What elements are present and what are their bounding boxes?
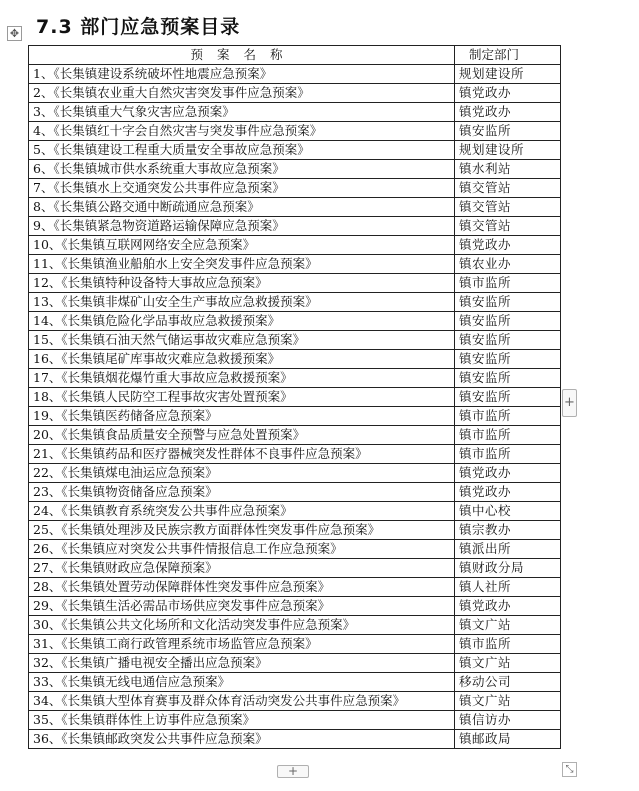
table-row: [29, 483, 561, 502]
department-cell: 镇文广站: [455, 616, 561, 635]
table-row: [29, 388, 561, 407]
table-row: [29, 217, 561, 236]
table-row: [29, 293, 561, 312]
page-title: 7.3 部门应急预案目录: [36, 16, 241, 38]
department-cell: 镇市监所: [455, 274, 561, 293]
plan-name-cell: 2、《长集镇农业重大自然灾害突发事件应急预案》: [29, 84, 455, 103]
table-row: [29, 122, 561, 141]
table-row: [29, 540, 561, 559]
department-cell: 镇安监所: [455, 293, 561, 312]
plan-name-cell: 24、《长集镇教育系统突发公共事件应急预案》: [29, 502, 455, 521]
department-cell: 镇市监所: [455, 426, 561, 445]
table-row: [29, 578, 561, 597]
table-row: [29, 198, 561, 217]
department-cell: 镇邮政局: [455, 730, 561, 749]
department-cell: 镇党政办: [455, 464, 561, 483]
table-row: [29, 84, 561, 103]
table-row: [29, 445, 561, 464]
table-row: [29, 407, 561, 426]
plan-name-cell: 25、《长集镇处理涉及民族宗教方面群体性突发事件应急预案》: [29, 521, 455, 540]
department-cell: 镇市监所: [455, 407, 561, 426]
department-cell: 镇安监所: [455, 331, 561, 350]
plan-name-cell: 13、《长集镇非煤矿山安全生产事故应急救援预案》: [29, 293, 455, 312]
plan-name-cell: 21、《长集镇药品和医疗器械突发性群体不良事件应急预案》: [29, 445, 455, 464]
plan-name-cell: 5、《长集镇建设工程重大质量安全事故应急预案》: [29, 141, 455, 160]
header-department: 制定部门: [455, 46, 561, 65]
move-icon[interactable]: ✥: [7, 26, 22, 41]
table-row: [29, 255, 561, 274]
plan-name-cell: 18、《长集镇人民防空工程事故灾害处置预案》: [29, 388, 455, 407]
insert-column-button[interactable]: [562, 389, 577, 417]
table-row: [29, 426, 561, 445]
table-row: [29, 521, 561, 540]
header-plan-name: 预案名称: [29, 46, 455, 65]
insert-row-button[interactable]: [277, 765, 309, 778]
department-cell: 镇派出所: [455, 540, 561, 559]
department-cell: 镇党政办: [455, 103, 561, 122]
table-row: [29, 103, 561, 122]
table-row: [29, 502, 561, 521]
department-cell: 镇安监所: [455, 122, 561, 141]
plan-name-cell: 33、《长集镇无线电通信应急预案》: [29, 673, 455, 692]
plan-name-cell: 34、《长集镇大型体育赛事及群众体育活动突发公共事件应急预案》: [29, 692, 455, 711]
department-cell: 镇人社所: [455, 578, 561, 597]
table-row: [29, 711, 561, 730]
department-cell: 镇中心校: [455, 502, 561, 521]
table-row: [29, 141, 561, 160]
plan-name-cell: 27、《长集镇财政应急保障预案》: [29, 559, 455, 578]
department-cell: 镇安监所: [455, 312, 561, 331]
plan-name-cell: 35、《长集镇群体性上访事件应急预案》: [29, 711, 455, 730]
department-cell: 规划建设所: [455, 65, 561, 84]
department-cell: 规划建设所: [455, 141, 561, 160]
department-cell: 移动公司: [455, 673, 561, 692]
plan-table: [28, 45, 561, 749]
plan-name-cell: 28、《长集镇处置劳动保障群体性突发事件应急预案》: [29, 578, 455, 597]
table-row: [29, 464, 561, 483]
department-cell: 镇水利站: [455, 160, 561, 179]
department-cell: 镇信访办: [455, 711, 561, 730]
plan-name-cell: 3、《长集镇重大气象灾害应急预案》: [29, 103, 455, 122]
table-row: [29, 616, 561, 635]
department-cell: 镇市监所: [455, 445, 561, 464]
plan-name-cell: 22、《长集镇煤电油运应急预案》: [29, 464, 455, 483]
table-row: [29, 331, 561, 350]
table-row: [29, 369, 561, 388]
department-cell: 镇交管站: [455, 217, 561, 236]
plan-name-cell: 31、《长集镇工商行政管理系统市场监管应急预案》: [29, 635, 455, 654]
plan-name-cell: 8、《长集镇公路交通中断疏通应急预案》: [29, 198, 455, 217]
plan-name-cell: 20、《长集镇食品质量安全预警与应急处置预案》: [29, 426, 455, 445]
table-row: [29, 179, 561, 198]
department-cell: 镇党政办: [455, 483, 561, 502]
plan-name-cell: 11、《长集镇渔业船舶水上安全突发事件应急预案》: [29, 255, 455, 274]
plan-name-cell: 4、《长集镇红十字会自然灾害与突发事件应急预案》: [29, 122, 455, 141]
table-row: [29, 236, 561, 255]
department-cell: 镇财政分局: [455, 559, 561, 578]
table-row: [29, 635, 561, 654]
table-header-row: [29, 46, 561, 65]
plan-name-cell: 17、《长集镇烟花爆竹重大事故应急救援预案》: [29, 369, 455, 388]
table-row: [29, 730, 561, 749]
department-cell: 镇交管站: [455, 179, 561, 198]
department-cell: 镇安监所: [455, 388, 561, 407]
department-cell: 镇市监所: [455, 635, 561, 654]
department-cell: 镇安监所: [455, 350, 561, 369]
plus-icon: +: [564, 395, 575, 410]
plan-name-cell: 14、《长集镇危险化学品事故应急救援预案》: [29, 312, 455, 331]
plan-name-cell: 26、《长集镇应对突发公共事件情报信息工作应急预案》: [29, 540, 455, 559]
department-cell: 镇宗教办: [455, 521, 561, 540]
plan-name-cell: 9、《长集镇紧急物资道路运输保障应急预案》: [29, 217, 455, 236]
department-cell: 镇党政办: [455, 84, 561, 103]
department-cell: 镇文广站: [455, 654, 561, 673]
table-row: [29, 673, 561, 692]
table-row: [29, 160, 561, 179]
table-row: [29, 654, 561, 673]
department-cell: 镇安监所: [455, 369, 561, 388]
plus-icon: +: [287, 764, 299, 778]
plan-name-cell: 23、《长集镇物资储备应急预案》: [29, 483, 455, 502]
department-cell: 镇农业办: [455, 255, 561, 274]
plan-name-cell: 16、《长集镇尾矿库事故灾难应急救援预案》: [29, 350, 455, 369]
table-row: [29, 65, 561, 84]
department-cell: 镇党政办: [455, 236, 561, 255]
table-row: [29, 692, 561, 711]
plan-name-cell: 36、《长集镇邮政突发公共事件应急预案》: [29, 730, 455, 749]
plan-name-cell: 32、《长集镇广播电视安全播出应急预案》: [29, 654, 455, 673]
plan-name-cell: 12、《长集镇特种设备特大事故应急预案》: [29, 274, 455, 293]
plan-name-cell: 30、《长集镇公共文化场所和文化活动突发事件应急预案》: [29, 616, 455, 635]
department-cell: 镇文广站: [455, 692, 561, 711]
plan-name-cell: 29、《长集镇生活必需品市场供应突发事件应急预案》: [29, 597, 455, 616]
department-cell: 镇交管站: [455, 198, 561, 217]
department-cell: 镇党政办: [455, 597, 561, 616]
plan-name-cell: 15、《长集镇石油天然气储运事故灾难应急预案》: [29, 331, 455, 350]
plan-name-cell: 7、《长集镇水上交通突发公共事件应急预案》: [29, 179, 455, 198]
plan-name-cell: 1、《长集镇建设系统破坏性地震应急预案》: [29, 65, 455, 84]
plan-name-cell: 6、《长集镇城市供水系统重大事故应急预案》: [29, 160, 455, 179]
table-row: [29, 274, 561, 293]
table-row: [29, 312, 561, 331]
table-row: [29, 350, 561, 369]
resize-icon[interactable]: ⤡: [562, 762, 577, 777]
plan-name-cell: 10、《长集镇互联网网络安全应急预案》: [29, 236, 455, 255]
table-row: [29, 597, 561, 616]
table-row: [29, 559, 561, 578]
plan-name-cell: 19、《长集镇医药储备应急预案》: [29, 407, 455, 426]
